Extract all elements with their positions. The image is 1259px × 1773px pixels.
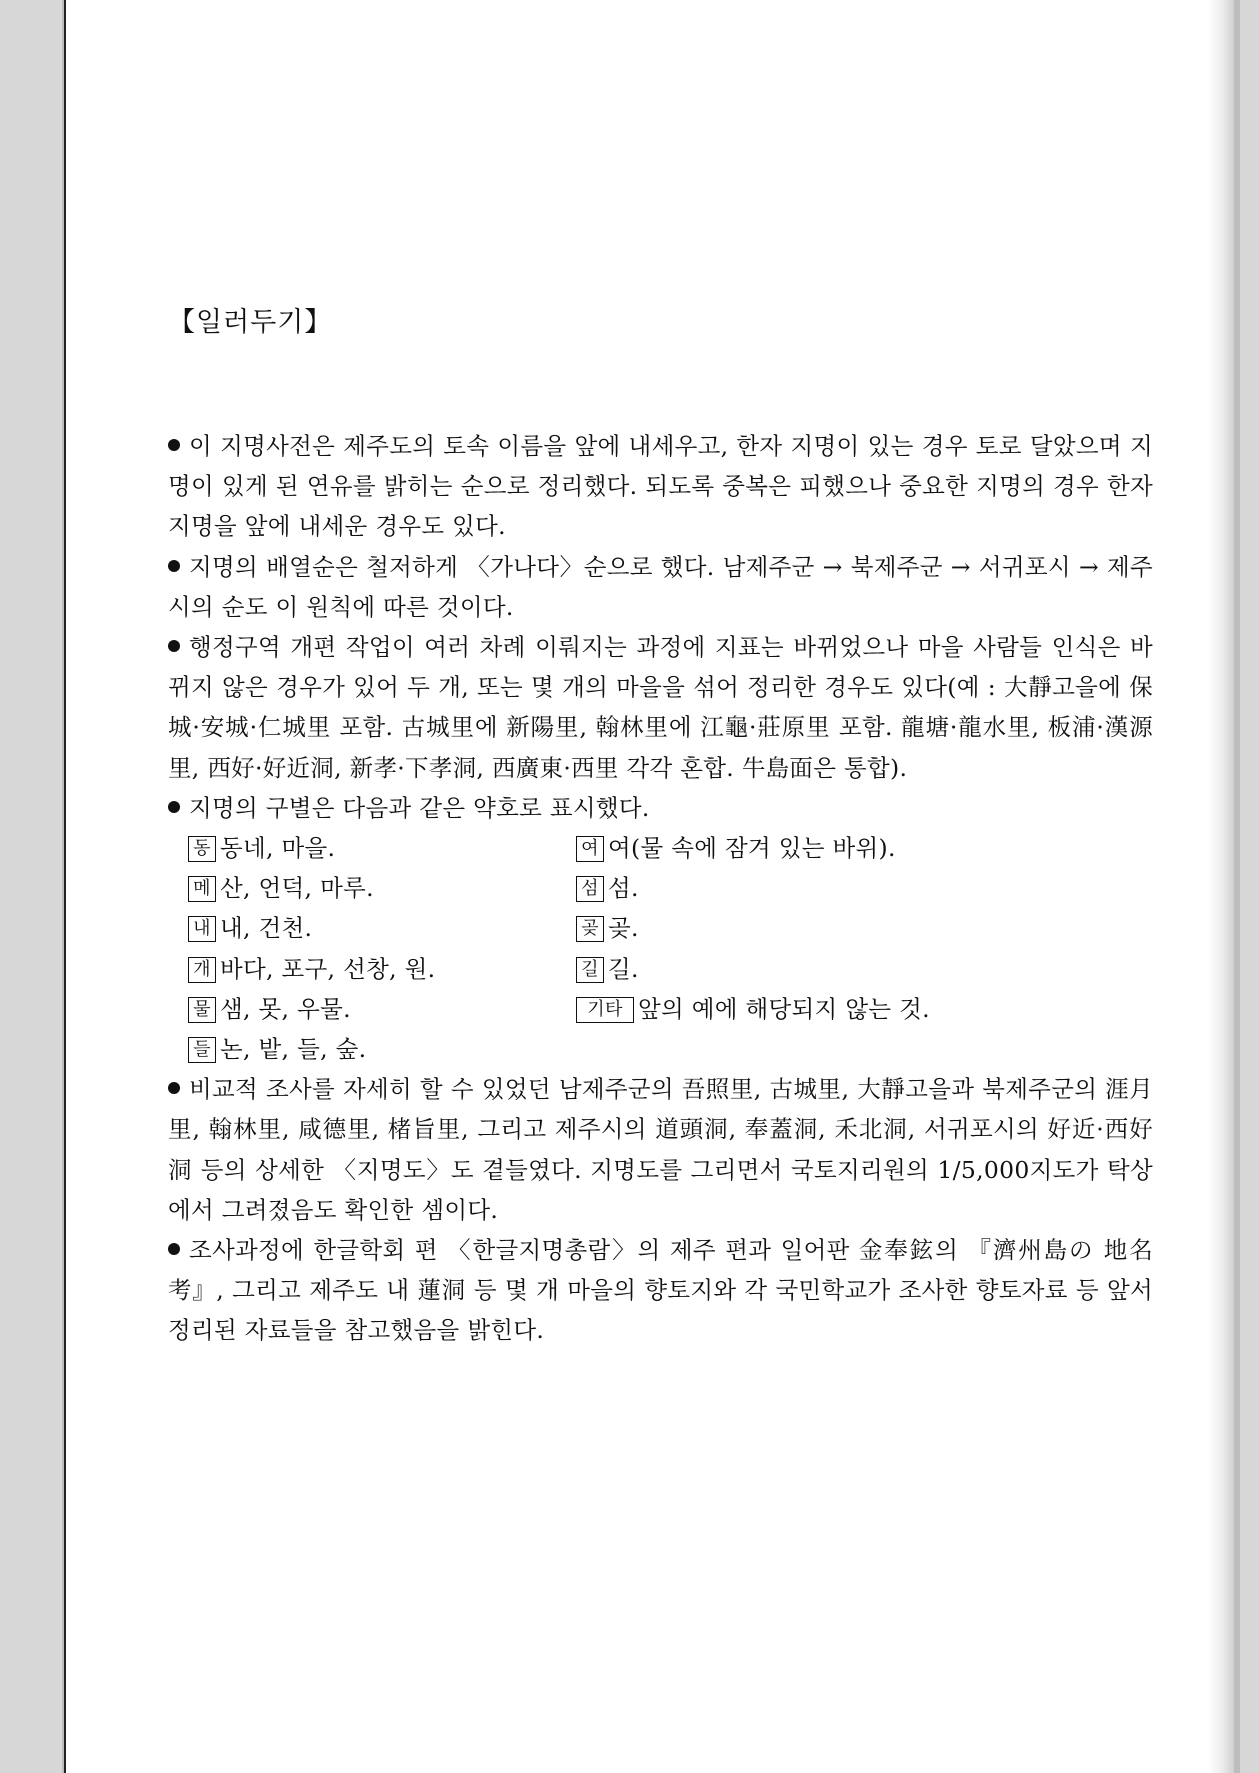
notes-content (168, 426, 1153, 1351)
legend-tag: 동 (188, 836, 216, 862)
legend-item: 내 내, 건천. (188, 908, 576, 948)
note-paragraph: 행정구역 개편 작업이 여러 차례 이뤄지는 과정에 지표는 바뀌었으나 마을 사람들 인식은 바뀌지 않은 경우가 있어 두 개, 또는 몇 개의 마을을 섞어 정리한 경우도 있다(예 : 大靜고을에 保城·安城·仁城里 포함. 古城里에 新陽里, 翰林里에 江龜·莊原里 포함. 龍塘·龍水里, 板浦·漢源里, 西好·好近洞, 新孝·下孝洞, 西廣東·西里 각각 혼합. 牛島面은 통합). (168, 633, 1153, 782)
legend-tag: 길 (576, 957, 604, 983)
bullet-icon (168, 1082, 180, 1094)
legend-item: 곶 곶. (576, 908, 1136, 948)
note-paragraph: 비교적 조사를 자세히 할 수 있었던 남제주군의 吾照里, 古城里, 大靜고을과 북제주군의 涯月里, 翰林里, 咸德里, 楮旨里, 그리고 제주시의 道頭洞, 奉蓋洞, 禾北洞, 서귀포시의 好近·西好洞 등의 상세한 〈지명도〉도 곁들였다. 지명도를 그리면서 국토지리원의 1/5,000지도가 탁상에서 그려졌음도 확인한 셈이다. (168, 1075, 1153, 1224)
legend-item: 기타 앞의 예에 해당되지 않는 것. (576, 989, 1136, 1029)
legend-tag: 들 (188, 1037, 216, 1063)
legend-item: 섬 섬. (576, 868, 1136, 908)
page-edge (1208, 0, 1234, 1773)
legend-tag: 메 (188, 876, 216, 902)
page-title: 【일러두기】 (168, 307, 333, 338)
legend-tag: 곶 (576, 916, 604, 942)
bullet-icon (168, 560, 180, 572)
legend-tag: 여 (576, 836, 604, 862)
legend-item: 개 바다, 포구, 선창, 원. (188, 949, 576, 989)
legend-item: 길 길. (576, 949, 1136, 989)
abbreviation-legend (188, 828, 1153, 1069)
legend-tag: 섬 (576, 876, 604, 902)
legend-item: 들 논, 밭, 들, 숲. (188, 1029, 576, 1069)
legend-tag: 기타 (576, 997, 634, 1023)
bullet-icon (168, 1243, 180, 1255)
note-paragraph: 조사과정에 한글학회 편 〈한글지명총람〉의 제주 편과 일어판 金奉鉉의 『濟州島の 地名考』, 그리고 제주도 내 蓮洞 등 몇 개 마을의 향토지와 각 국민학교가 조사한 향토자료 등 앞서 정리된 자료들을 참고했음을 밝힌다. (168, 1235, 1153, 1345)
bullet-icon (168, 801, 180, 813)
bullet-icon (168, 640, 180, 652)
legend-item: 물 샘, 못, 우물. (188, 989, 576, 1029)
note-paragraph: 지명의 구별은 다음과 같은 약호로 표시했다. (168, 788, 1153, 828)
legend-item: 동 동네, 마을. (188, 828, 576, 868)
legend-item: 메 산, 언덕, 마루. (188, 868, 576, 908)
note-paragraph: 지명의 배열순은 철저하게 〈가나다〉순으로 했다. 남제주군 → 북제주군 → 서귀포시 → 제주시의 순도 이 원칙에 따른 것이다. (168, 552, 1153, 621)
bullet-icon (168, 439, 180, 451)
legend-tag: 내 (188, 916, 216, 942)
legend-item: 여 여(물 속에 잠겨 있는 바위). (576, 828, 1136, 868)
note-paragraph: 이 지명사전은 제주도의 토속 이름을 앞에 내세우고, 한자 지명이 있는 경우 토로 달았으며 지명이 있게 된 연유를 밝히는 순으로 정리했다. 되도록 중복은 피했으나 중요한 지명의 경우 한자 지명을 앞에 내세운 경우도 있다. (168, 432, 1153, 541)
legend-tag: 물 (188, 997, 216, 1023)
legend-tag: 개 (188, 957, 216, 983)
